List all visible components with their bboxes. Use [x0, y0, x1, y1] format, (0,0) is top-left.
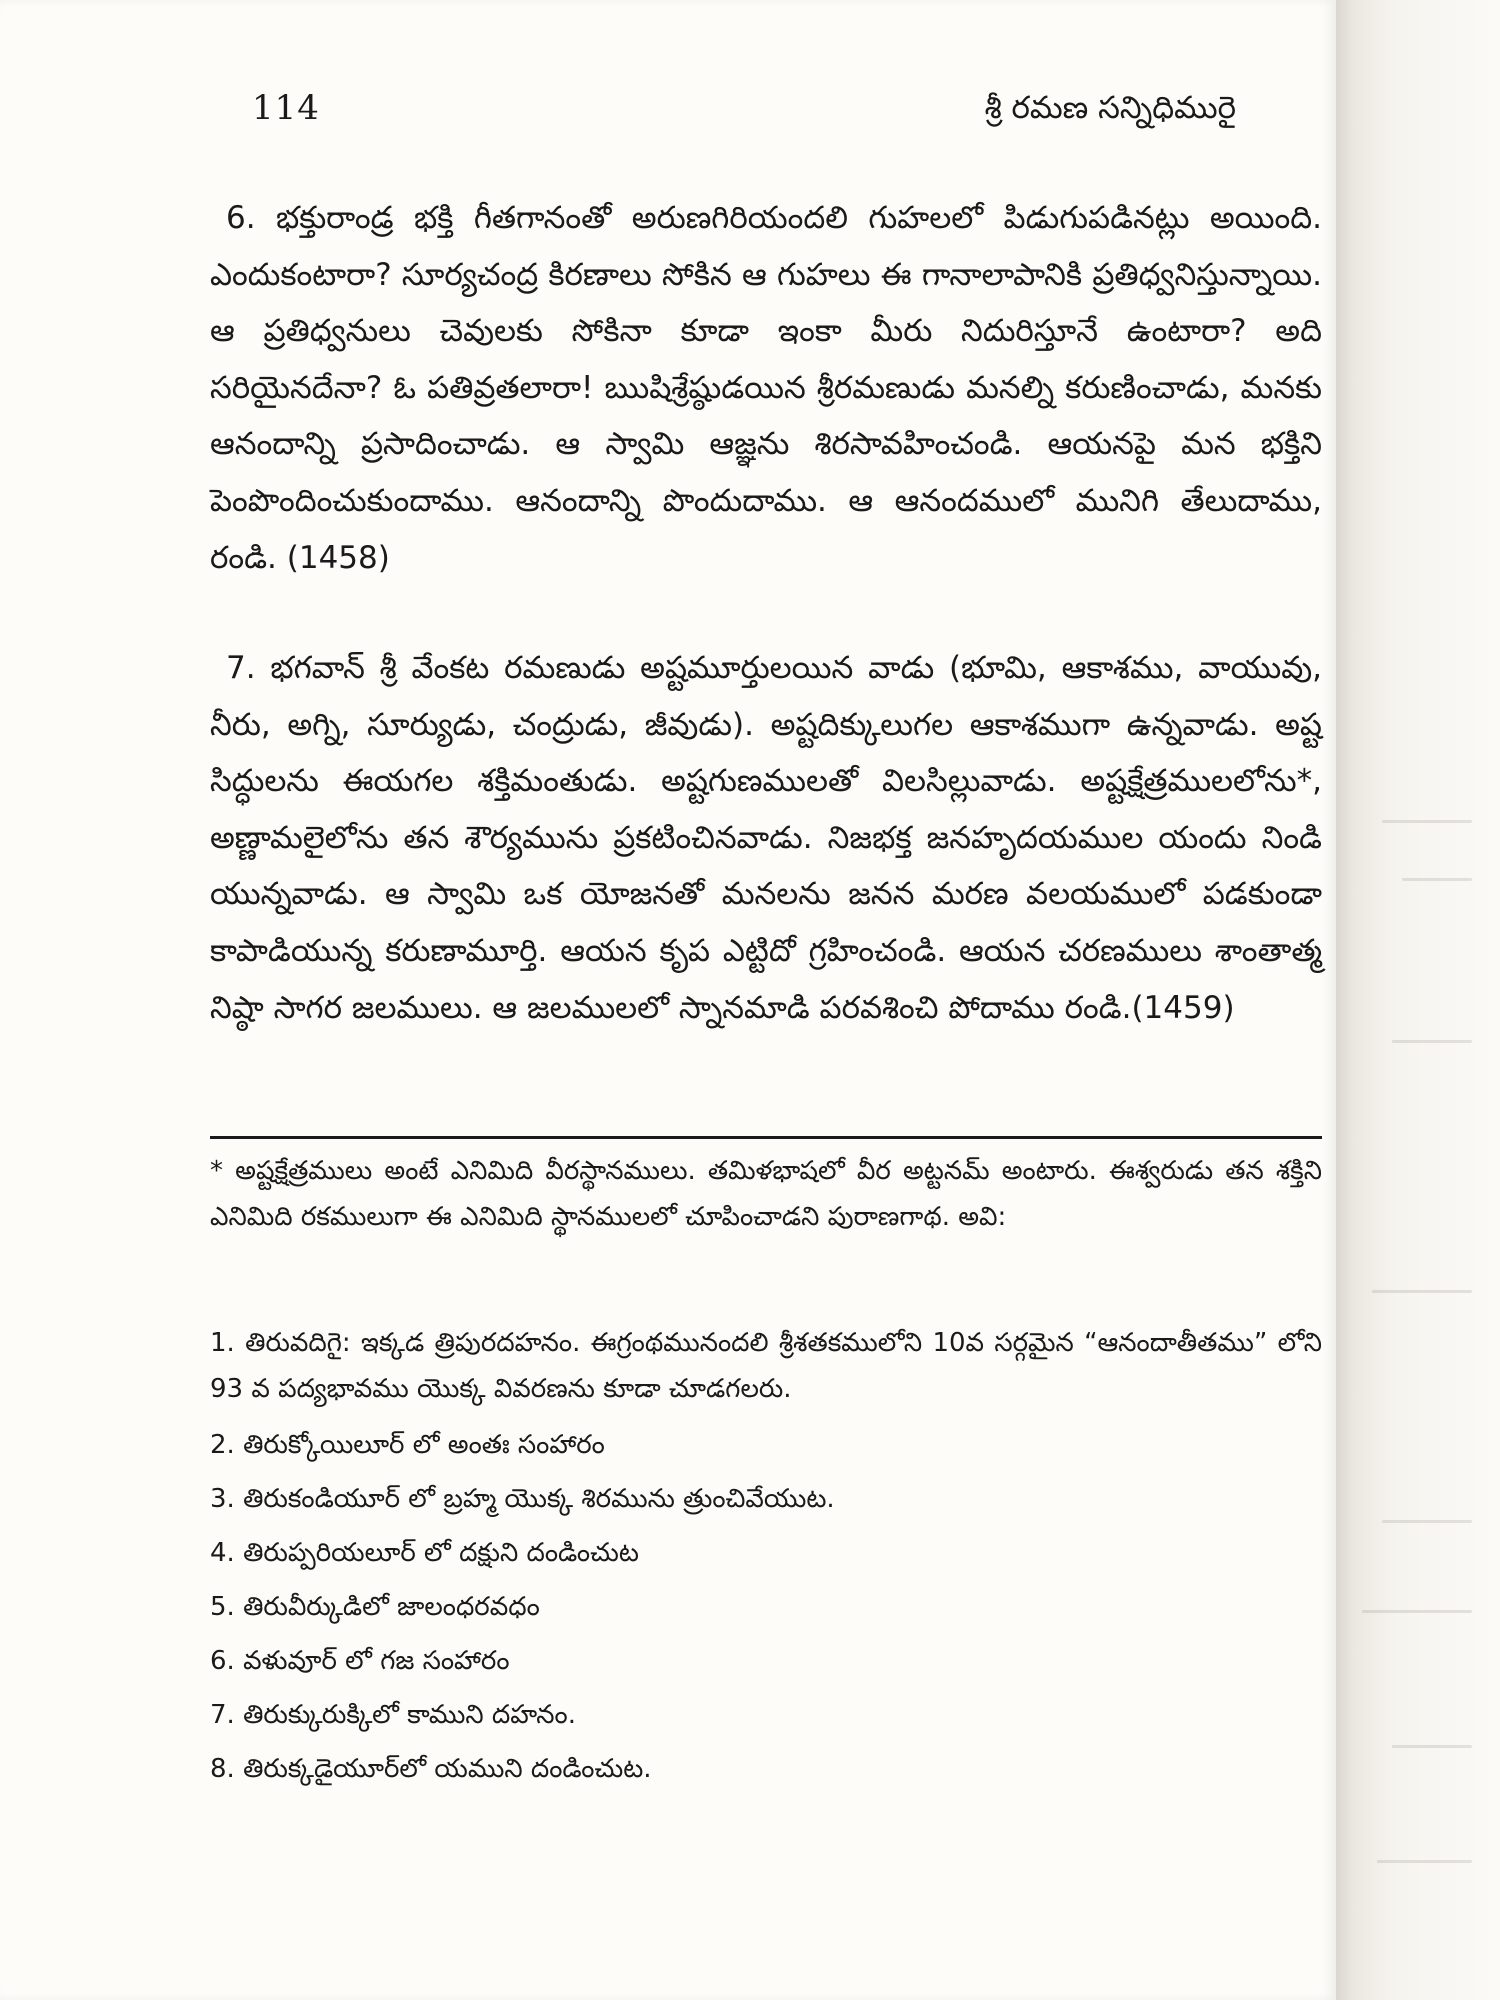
bleed-through-mark	[1392, 1040, 1472, 1043]
page-gutter-edge	[1336, 0, 1500, 2000]
footnote-rule	[210, 1136, 1322, 1139]
footnote-item: 7. తిరుక్కురుక్కిలో కాముని దహనం.	[210, 1700, 576, 1730]
footnote-item: 2. తిరుక్కోయిలూర్ లో అంతః సంహారం	[210, 1430, 605, 1460]
bleed-through-mark	[1372, 1290, 1472, 1293]
running-header	[252, 88, 1236, 138]
page-number: 114	[252, 88, 320, 128]
paragraph-1458: 6. భక్తురాండ్ర భక్తి గీతగానంతో అరుణగిరియందలి గుహలలో పిడుగుపడినట్లు అయింది. ఎందుకంటారా? సూర్యచంద్ర కిరణాలు సోకిన ఆ గుహలు ఈ గానాలాపానికి ప్రతిధ్వనిస్తున్నాయి. ఆ ప్రతిధ్వనులు చెవులకు సోకినా కూడా ఇంకా మీరు నిదురిస్తూనే ఉంటారా? అది సరియైనదేనా? ఓ పతివ్రతలారా! ఋషిశ్రేష్ఠుడయిన శ్రీరమణుడు మనల్ని కరుణించాడు, మనకు ఆనందాన్ని ప్రసాదించాడు. ఆ స్వామి ఆజ్ఞను శిరసావహించండి. ఆయనపై మన భక్తిని పెంపొందించుకుందాము. ఆనందాన్ని పొందుదాము. ఆ ఆనందములో మునిగి తేలుదాము, రండి. (1458)	[210, 200, 1322, 576]
bleed-through-mark	[1402, 878, 1472, 881]
paragraph-1459: 7. భగవాన్ శ్రీ వేంకట రమణుడు అష్టమూర్తులయిన వాడు (భూమి, ఆకాశము, వాయువు, నీరు, అగ్ని, సూర్యుడు, చంద్రుడు, జీవుడు). అష్టదిక్కులుగల ఆకాశముగా ఉన్నవాడు. అష్ట సిద్ధులను ఈయగల శక్తిమంతుడు. అష్టగుణములతో విలసిల్లువాడు. అష్టక్షేత్రములలోను*, అణ్ణామలైలోను తన శౌర్యమును ప్రకటించినవాడు. నిజభక్త జనహృదయముల యందు నిండి యున్నవాడు. ఆ స్వామి ఒక యోజనతో మనలను జనన మరణ వలయములో పడకుండా కాపాడియున్న కరుణామూర్తి. ఆయన కృప ఎట్టిదో గ్రహించండి. ఆయన చరణములు శాంతాత్మ నిష్ఠా సాగర జలములు. ఆ జలములలో స్నానమాడి పరవశించి పోదాము రండి.(1459)	[210, 650, 1322, 1026]
footnote-item: 1. తిరువదిగై: ఇక్కడ త్రిపురదహనం. ఈగ్రంథమునందలి శ్రీశతకములోని 10వ సర్గమైన “ఆనందాతీతము” లోని 93 వ పద్యభావము యొక్క వివరణను కూడా చూడగలరు.	[210, 1328, 1322, 1404]
bleed-through-mark	[1362, 1610, 1472, 1613]
footnote-list	[210, 1320, 1322, 1800]
footnote-intro: * అష్టక్షేత్రములు అంటే ఎనిమిది వీరస్థానములు. తమిళభాషలో వీర అట్టనమ్ అంటారు. ఈశ్వరుడు తన శక్తిని ఎనిమిది రకములుగా ఈ ఎనిమిది స్థానములలో చూపించాడని పురాణగాథ. అవి:	[210, 1156, 1322, 1232]
footnote-item: 4. తిరుప్పరియలూర్ లో దక్షుని దండించుట	[210, 1538, 639, 1568]
footnote-item: 6. వళువూర్ లో గజ సంహారం	[210, 1646, 510, 1676]
bleed-through-mark	[1382, 1520, 1472, 1523]
footnote-item: 5. తిరువీర్కుడిలో జాలంధరవధం	[210, 1592, 540, 1622]
bleed-through-mark	[1392, 1745, 1472, 1748]
footnote-item: 8. తిరుక్కడైయూర్‌లో యముని దండించుట.	[210, 1754, 652, 1784]
bleed-through-mark	[1382, 820, 1472, 823]
running-title: శ్రీ రమణ సన్నిధిమురై	[984, 90, 1236, 126]
bleed-through-mark	[1377, 1860, 1472, 1863]
footnote-item: 3. తిరుకండియూర్ లో బ్రహ్మ యొక్క శిరమును త్రుంచివేయుట.	[210, 1484, 835, 1514]
